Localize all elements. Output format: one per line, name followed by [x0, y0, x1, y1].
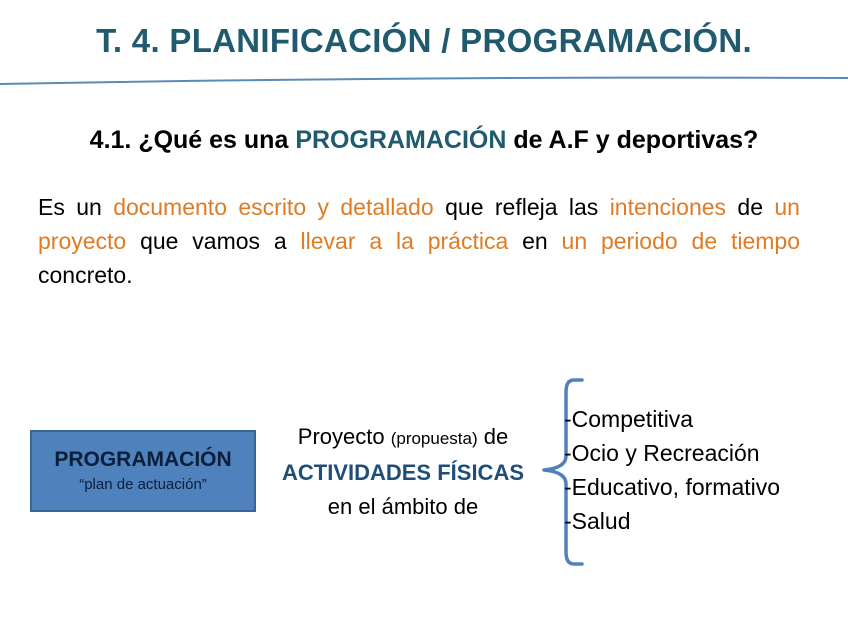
paragraph-text: que refleja las — [433, 194, 610, 220]
paragraph-text: que vamos a — [126, 228, 301, 254]
scope-option: -Salud — [564, 508, 631, 534]
project-text: Proyecto — [297, 424, 391, 449]
project-parenthetical: (propuesta) — [390, 429, 478, 448]
paragraph-text: Es un — [38, 194, 114, 220]
programacion-box — [30, 430, 256, 512]
project-description — [266, 420, 540, 524]
project-activities: ACTIVIDADES FÍSICAS — [281, 460, 525, 485]
scope-option: -Ocio y Recreación — [564, 440, 760, 466]
programacion-box-title: PROGRAMACIÓN — [54, 448, 232, 471]
project-line-3: en el ámbito de — [327, 494, 479, 519]
section-heading — [0, 126, 848, 155]
scope-options-list — [564, 402, 780, 538]
paragraph-highlight: intenciones — [609, 194, 727, 220]
heading-suffix: de A.F y deportivas? — [506, 126, 759, 154]
project-line-1 — [266, 420, 540, 456]
slide-title: T. 4. PLANIFICACIÓN / PROGRAMACIÓN. — [96, 22, 752, 59]
scope-option: -Competitiva — [564, 406, 694, 432]
definition-paragraph — [38, 190, 800, 292]
paragraph-highlight: un proyecto — [38, 194, 800, 254]
scope-option: -Educativo, formativo — [564, 474, 781, 500]
paragraph-text: en — [508, 228, 562, 254]
paragraph-text: de — [726, 194, 775, 220]
project-text: de — [477, 424, 509, 449]
title-divider — [0, 70, 848, 94]
programacion-box-subtitle: “plan de actuación” — [79, 476, 207, 493]
heading-prefix: 4.1. ¿Qué es una — [89, 126, 296, 154]
paragraph-highlight: un periodo de tiempo — [561, 228, 800, 254]
paragraph-highlight: llevar a la práctica — [300, 228, 509, 254]
paragraph-highlight: documento escrito y detallado — [113, 194, 434, 220]
heading-highlight: PROGRAMACIÓN — [295, 126, 507, 154]
paragraph-text: concreto. — [38, 262, 133, 288]
